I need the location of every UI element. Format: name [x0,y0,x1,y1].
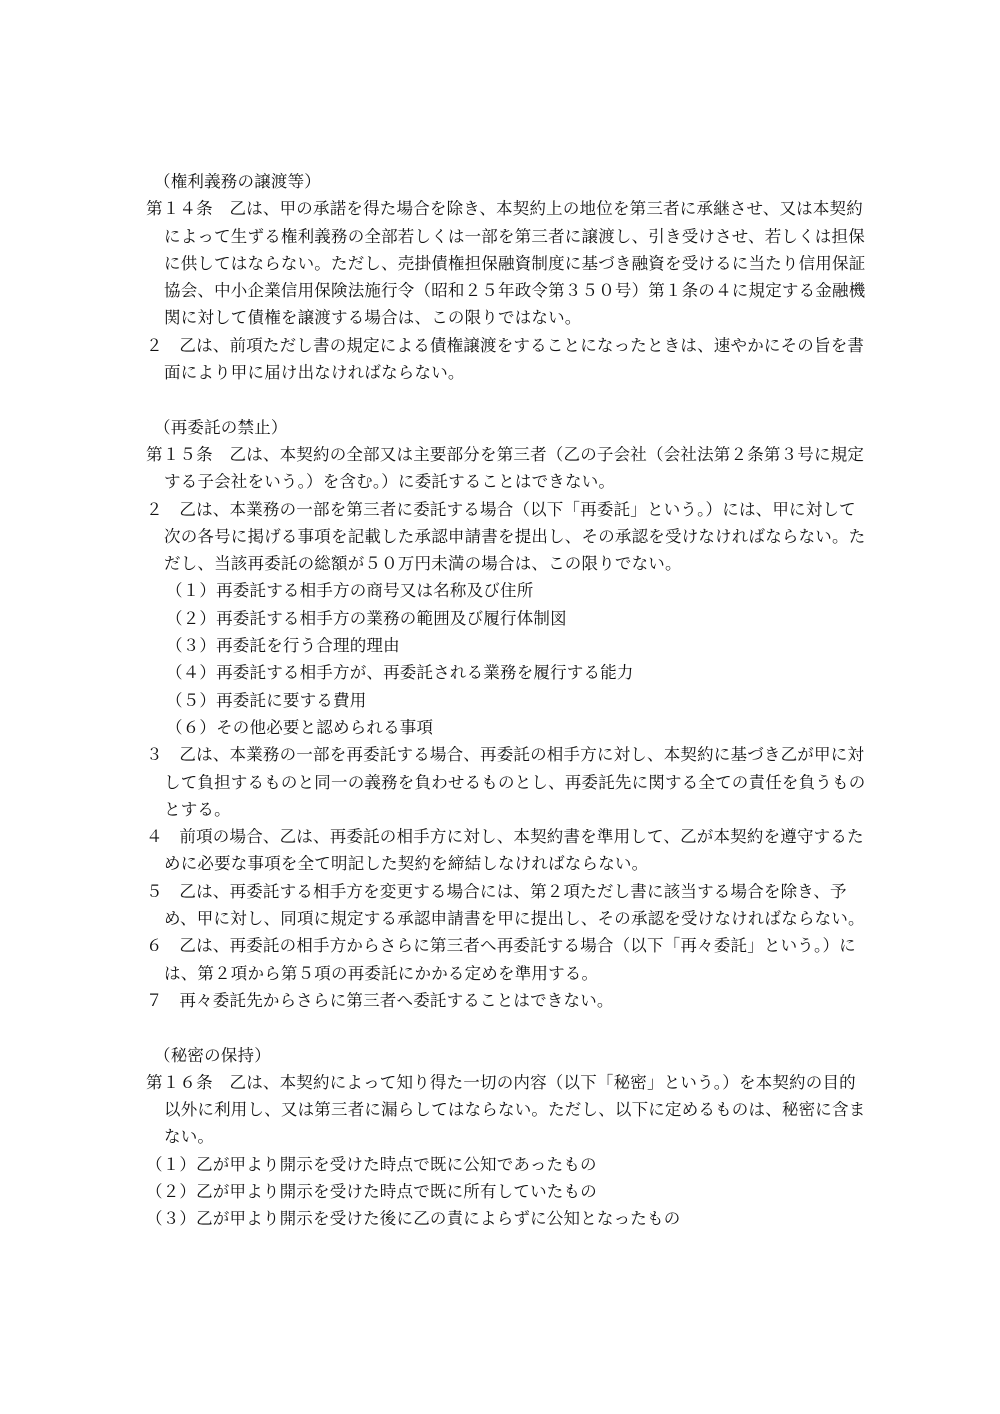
section-heading-15: （再委託の禁止） [154,417,288,437]
article-16-item-2: （２）乙が甲より開示を受けた時点で既に所有していたもの [146,1181,597,1201]
document-page [146,168,866,1233]
article-16-item-1: （１）乙が甲より開示を受けた時点で既に公知であったもの [146,1154,597,1174]
section-heading-14: （権利義務の譲渡等） [154,172,321,191]
article-14-paragraph-2: ２ 乙は、前項ただし書の規定による債権譲渡をすることになったときは、速やかにその旨を書面により甲に届け出なければならない。 [146,335,865,383]
article-15-item-4: （４）再委託する相手方が、再委託される業務を履行する能力 [166,663,634,683]
article-15-paragraph-5: ５ 乙は、再委託する相手方を変更する場合には、第２項ただし書に該当する場合を除き、予め、甲に対し、同項に規定する承認申請書を甲に提出し、その承認を受けなければならない。 [146,881,865,929]
article-15-paragraph-4: ４ 前項の場合、乙は、再委託の相手方に対し、本契約書を準用して、乙が本契約を遵守するために必要な事項を全て明記した契約を締結しなければならない。 [146,827,864,874]
article-15-paragraph-3: ３ 乙は、本業務の一部を再委託する場合、再委託の相手方に対し、本契約に基づき乙が甲に対して負担するものと同一の義務を負わせるものとし、再委託先に関する全ての責任を負うものとする。 [146,745,866,819]
article-15-item-2: （２）再委託する相手方の業務の範囲及び履行体制図 [166,608,567,628]
article-15-paragraph-6: ６ 乙は、再委託の相手方からさらに第三者へ再委託する場合（以下「再々委託」という。）には、第２項から第５項の再委託にかかる定めを準用する。 [146,936,856,983]
article-16: 第１６条 乙は、本契約によって知り得た一切の内容（以下「秘密」という。）を本契約の目的以外に利用し、又は第三者に漏らしてはならない。ただし、以下に定めるものは、秘密に含まない。 [146,1072,866,1147]
section-spacer [146,386,866,413]
article-15-item-1: （１）再委託する相手方の商号又は名称及び住所 [166,581,534,601]
section-spacer [146,1014,866,1041]
section-heading-16: （秘密の保持） [154,1045,271,1065]
article-15-paragraph-7: ７ 再々委託先からさらに第三者へ委託することはできない。 [146,990,614,1010]
article-15-paragraph-2: ２ 乙は、本業務の一部を第三者に委託する場合（以下「再委託」という。）には、甲に対して次の各号に掲げる事項を記載した承認申請書を提出し、その承認を受けなければならない。ただし、当該再委託の総額が５０万円未満の場合は、この限りでない。 [146,499,866,574]
article-15-item-5: （５）再委託に要する費用 [166,690,367,710]
article-16-item-3: （３）乙が甲より開示を受けた後に乙の責によらずに公知となったもの [146,1209,681,1229]
article-14: 第１４条 乙は、甲の承諾を得た場合を除き、本契約上の地位を第三者に承継させ、又は本契約によって生ずる権利義務の全部若しくは一部を第三者に譲渡し、引き受けさせ、若しくは担保に供してはならない。ただし、売掛債権担保融資制度に基づき融資を受けるに当たり信用保証協会、中小企業信用保険法施行令（昭和２５年政令第３５０号）第１条の４に規定する金融機関に対して債権を譲渡する場合は、この限りではない。 [146,199,866,328]
article-15-item-6: （６）その他必要と認められる事項 [166,717,434,737]
article-15-item-3: （３）再委託を行う合理的理由 [166,636,400,656]
article-15: 第１５条 乙は、本契約の全部又は主要部分を第三者（乙の子会社（会社法第２条第３号に規定する子会社をいう。）を含む。）に委託することはできない。 [146,444,865,492]
